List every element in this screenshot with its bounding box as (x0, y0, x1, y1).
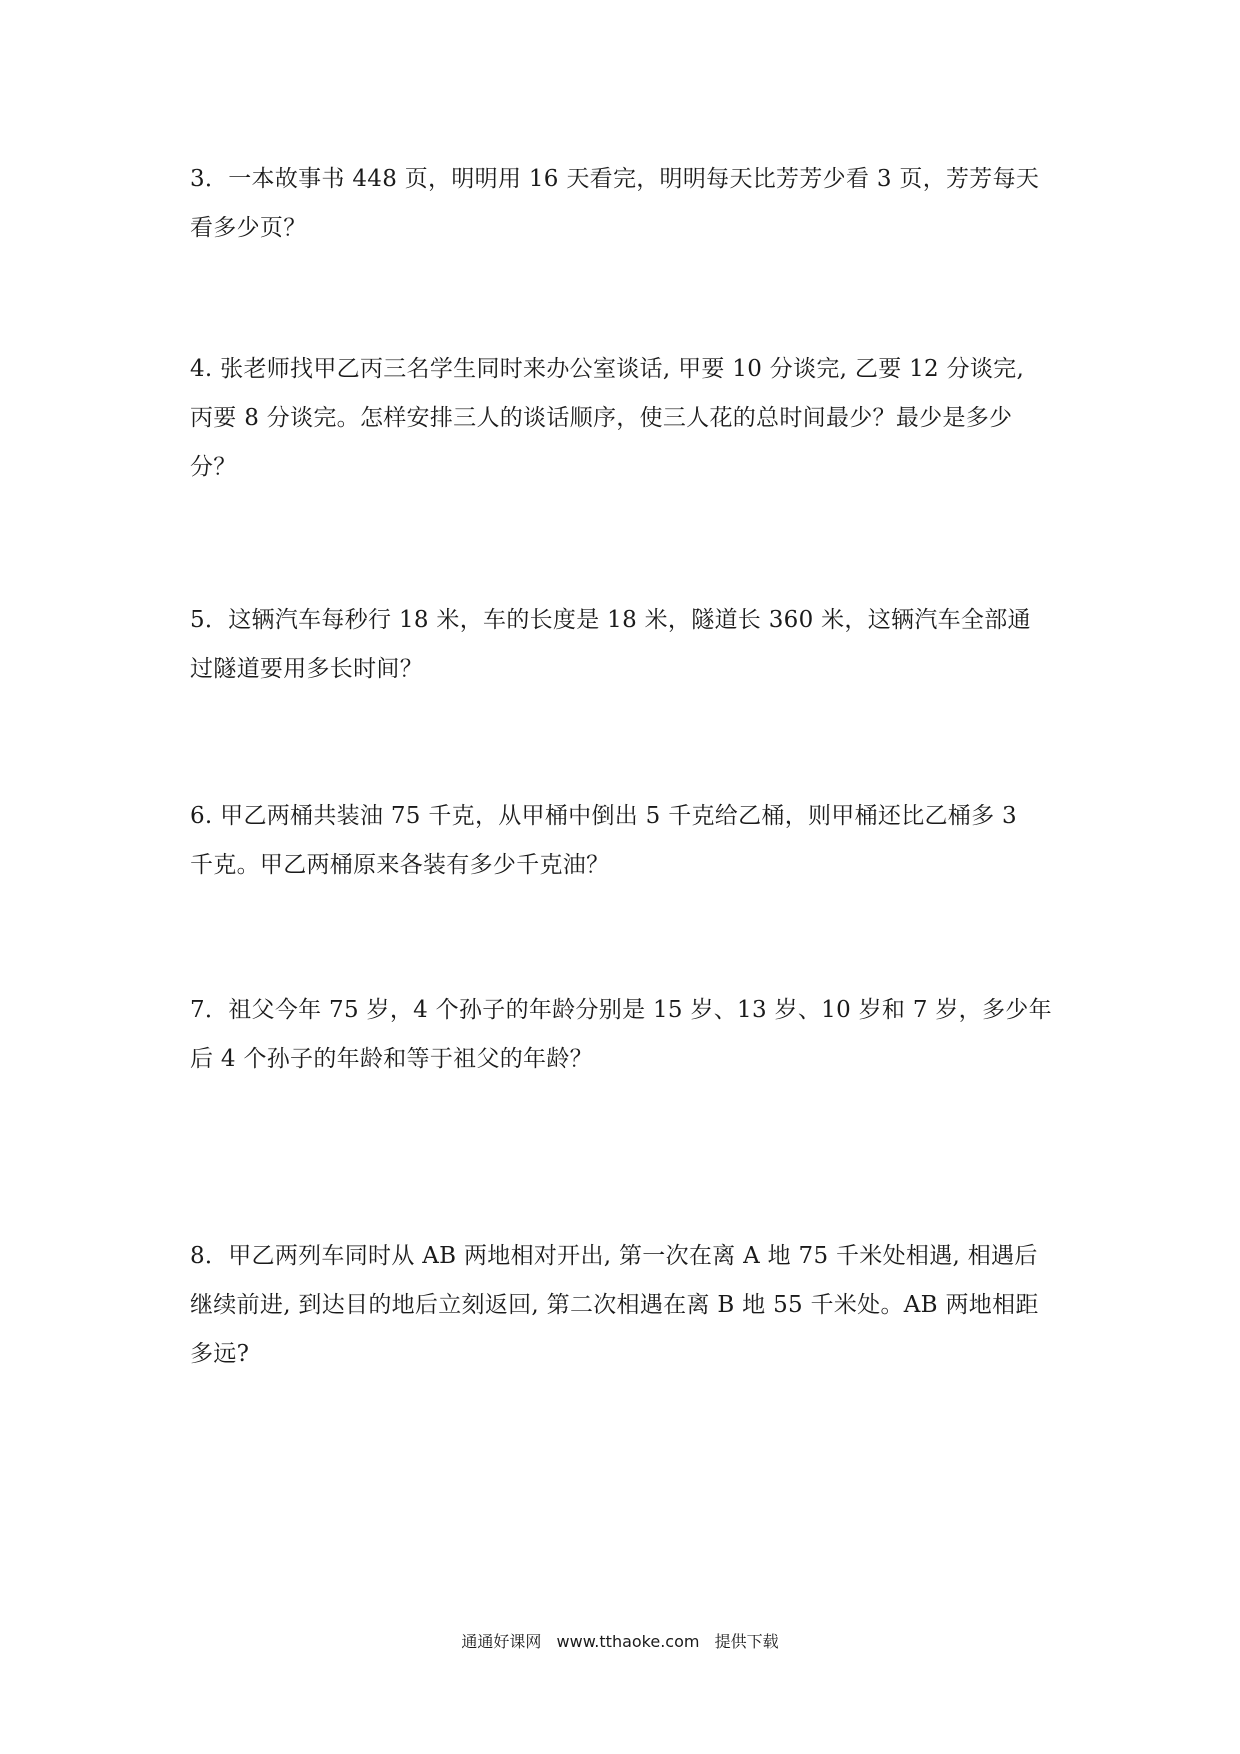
footer-site-name: 通通好课网 (461, 1632, 542, 1651)
question-5 (190, 596, 1060, 694)
footer-url: www.tthaoke.com (556, 1632, 700, 1651)
question-line: 丙要 8 分谈完。怎样安排三人的谈话顺序，使三人花的总时间最少？最少是多少 (190, 405, 1013, 431)
question-line: 7．祖父今年 75 岁，4 个孙子的年龄分别是 15 岁、13 岁、10 岁和 7 岁，多少年 (190, 997, 1052, 1023)
question-line: 6. 甲乙两桶共装油 75 千克，从甲桶中倒出 5 千克给乙桶，则甲桶还比乙桶多 3 (190, 803, 1017, 829)
page-footer (0, 1632, 1240, 1652)
question-line: 多远? (190, 1341, 250, 1367)
footer-suffix: 提供下载 (714, 1632, 779, 1651)
question-3 (190, 155, 1060, 253)
question-4 (190, 345, 1060, 492)
question-line: 8．甲乙两列车同时从 AB 两地相对开出, 第一次在离 A 地 75 千米处相遇, 相遇后 (190, 1243, 1038, 1269)
question-6 (190, 792, 1060, 890)
question-line: 看多少页？ (190, 215, 307, 241)
question-line: 4. 张老师找甲乙丙三名学生同时来办公室谈话, 甲要 10 分谈完, 乙要 12 分谈完, (190, 356, 1025, 382)
question-7 (190, 986, 1060, 1084)
question-line: 千克。甲乙两桶原来各装有多少千克油？ (190, 852, 610, 878)
question-8 (190, 1232, 1060, 1379)
question-line: 5．这辆汽车每秒行 18 米，车的长度是 18 米，隧道长 360 米，这辆汽车全部通 (190, 607, 1031, 633)
question-line: 分？ (190, 454, 237, 480)
question-line: 继续前进, 到达目的地后立刻返回, 第二次相遇在离 B 地 55 千米处。AB 两地相距 (190, 1292, 1039, 1318)
question-line: 3．一本故事书 448 页，明明用 16 天看完，明明每天比芳芳少看 3 页，芳芳每天 (190, 166, 1040, 192)
question-line: 后 4 个孙子的年龄和等于祖父的年龄？ (190, 1046, 593, 1072)
question-line: 过隧道要用多长时间？ (190, 656, 423, 682)
